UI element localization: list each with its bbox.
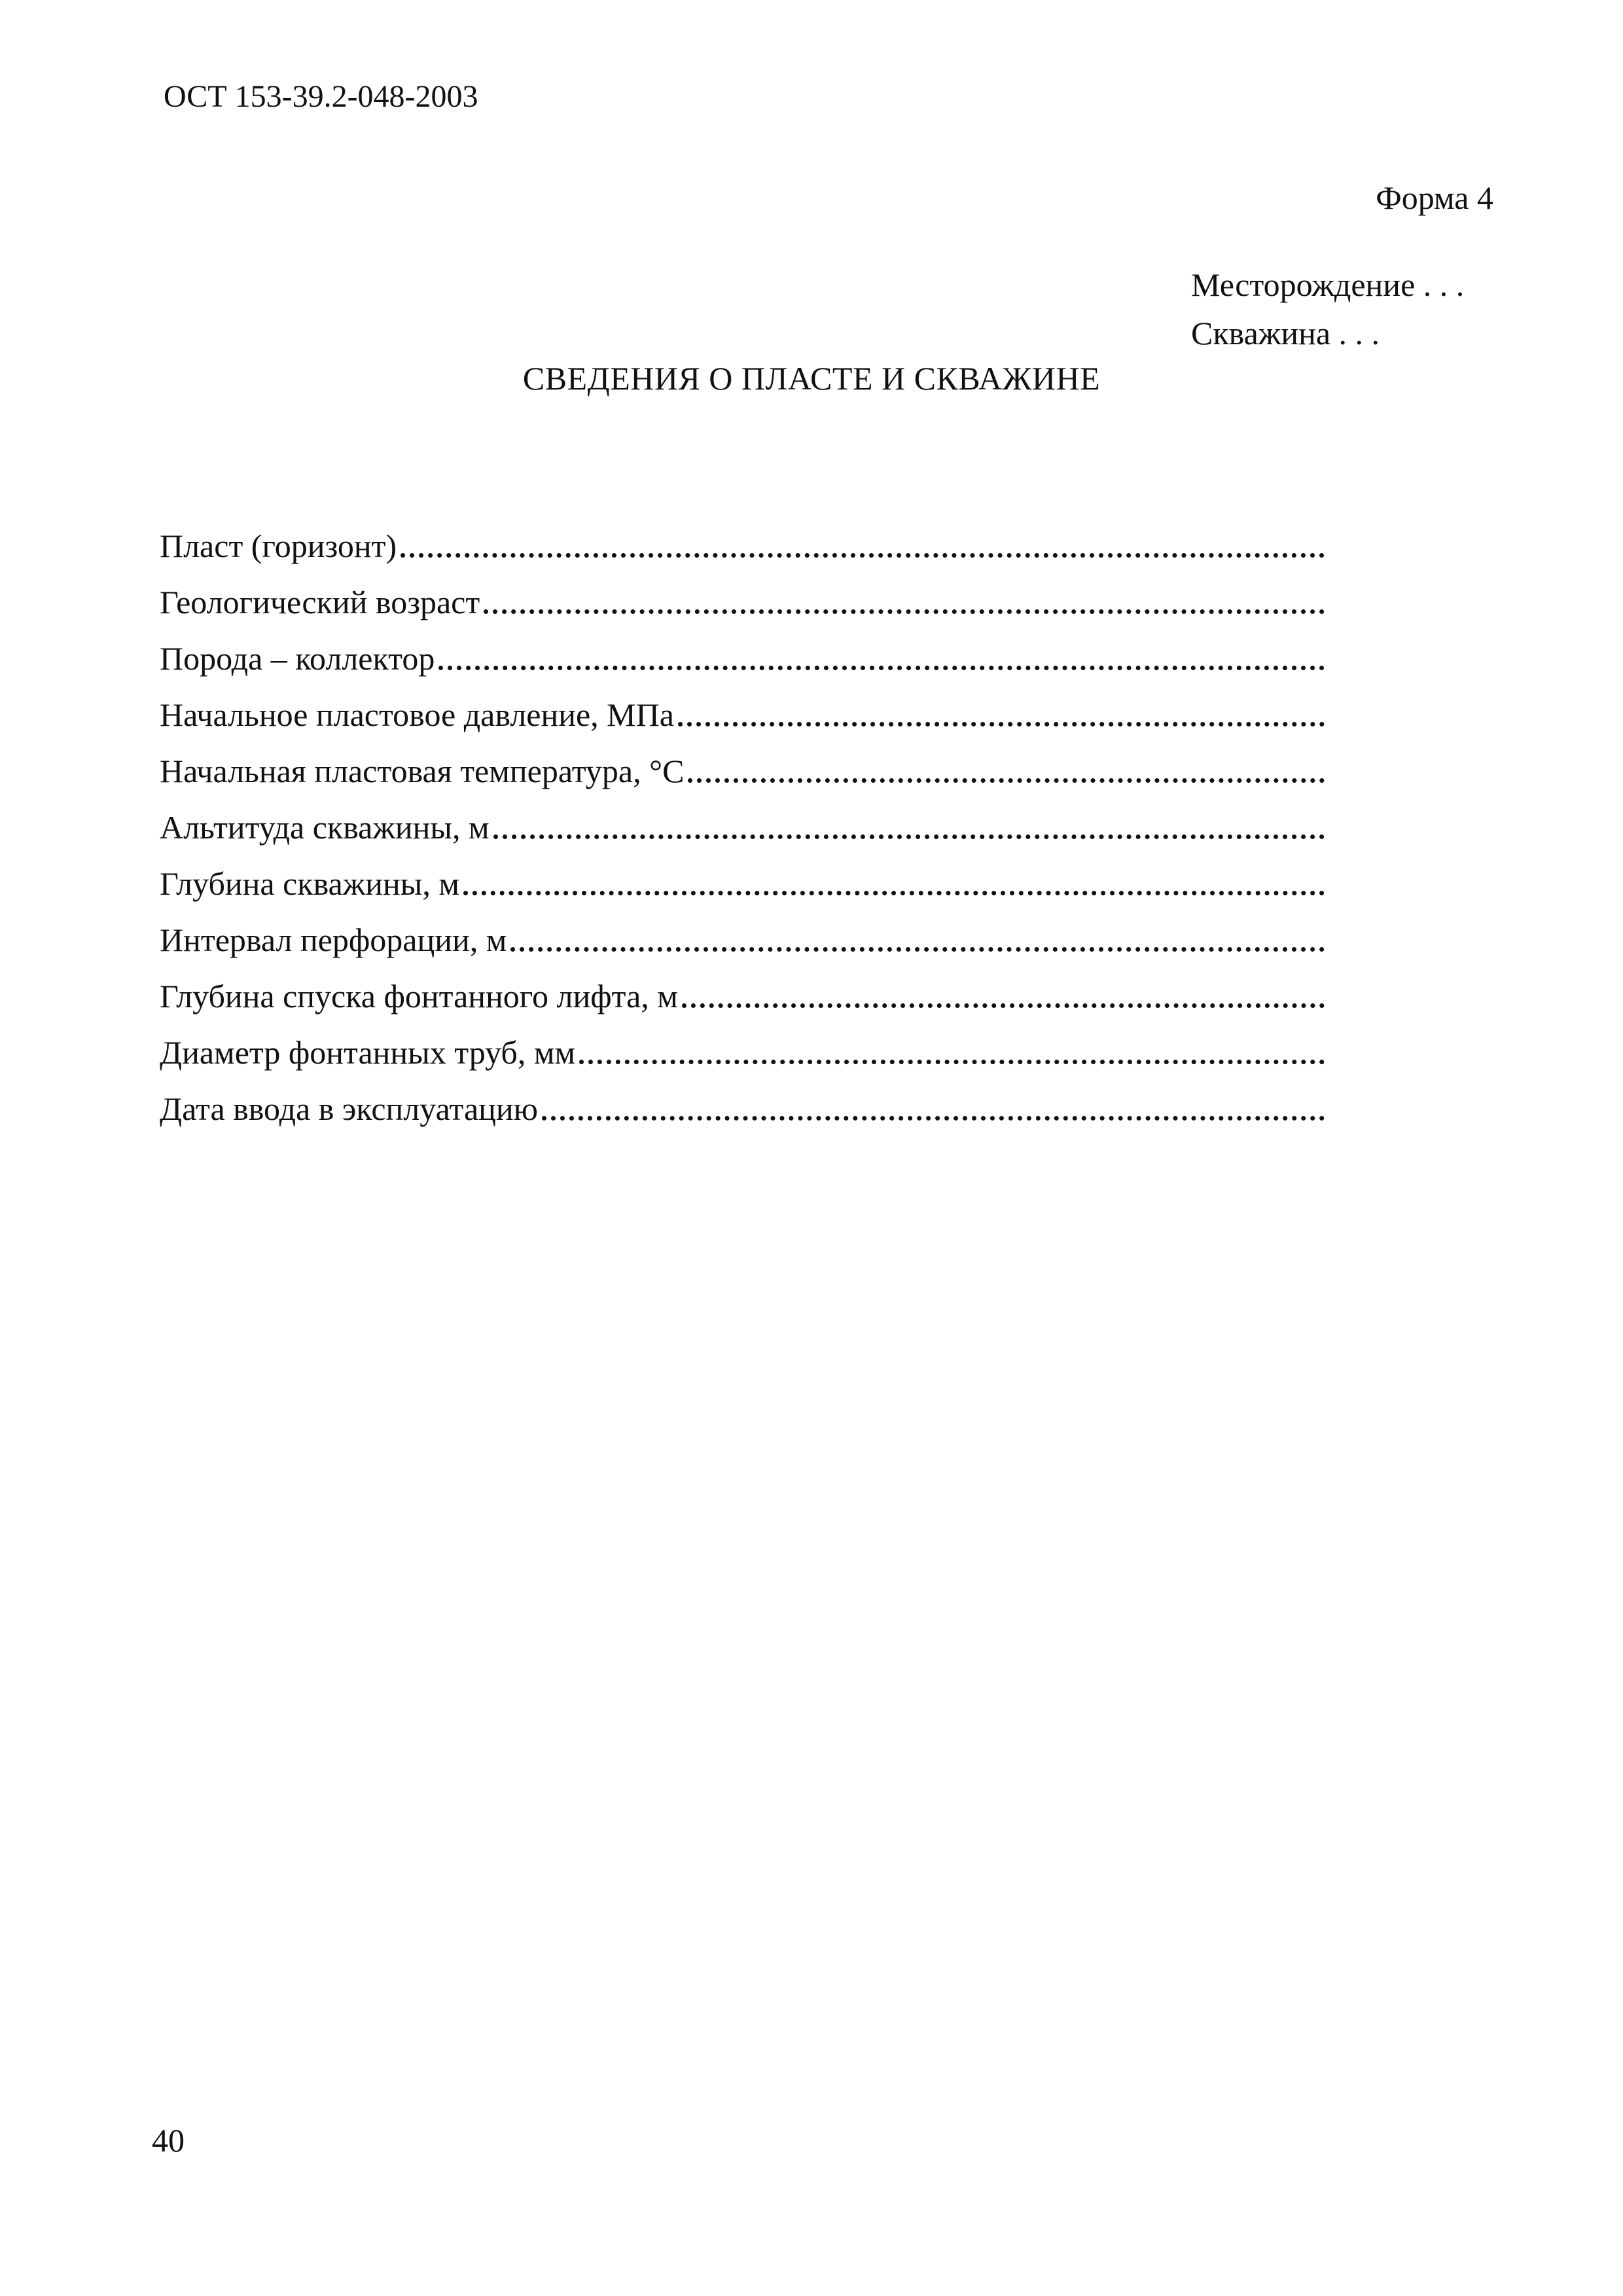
- dotted-leader: [401, 553, 1325, 558]
- field-label-commissioning-date: Дата ввода в эксплуатацию: [160, 1090, 539, 1127]
- field-well-block: [1191, 260, 1464, 357]
- oilfield-line: Месторождение . . .: [1191, 266, 1465, 303]
- well-line: Скважина . . .: [1191, 315, 1380, 351]
- field-row-well-depth: [160, 847, 1325, 903]
- form-label: Форма 4: [1376, 179, 1493, 216]
- page-number: 40: [152, 2122, 185, 2159]
- dotted-leader: [493, 834, 1325, 839]
- field-row-commissioning-date: [160, 1072, 1325, 1128]
- field-label-tubing-diameter: Диаметр фонтанных труб, мм: [160, 1034, 576, 1071]
- field-label-initial-temperature: Начальная пластовая температура, °С: [160, 753, 685, 789]
- field-row-perforation-interval: [160, 903, 1325, 960]
- field-row-formation: [160, 509, 1325, 565]
- field-label-perforation-interval: Интервал перфорации, м: [160, 922, 507, 958]
- field-label-lift-depth: Глубина спуска фонтанного лифта, м: [160, 978, 678, 1014]
- field-label-well-depth: Глубина скважины, м: [160, 865, 460, 902]
- dotted-leader: [579, 1060, 1325, 1064]
- page-title: СВЕДЕНИЯ О ПЛАСТЕ И СКВАЖИНЕ: [522, 360, 1101, 397]
- dotted-leader: [682, 1003, 1325, 1008]
- field-row-lift-depth: [160, 960, 1325, 1016]
- dotted-leader: [463, 891, 1325, 895]
- dotted-leader: [510, 947, 1325, 952]
- dotted-leader: [688, 778, 1325, 783]
- reservoir-well-fields: [160, 509, 1325, 1128]
- field-row-initial-temperature: [160, 734, 1325, 791]
- field-label-geological-age: Геологический возраст: [160, 584, 480, 620]
- field-row-geological-age: [160, 565, 1325, 622]
- field-row-reservoir-rock: [160, 622, 1325, 678]
- document-code: ОСТ 153-39.2-048-2003: [164, 79, 478, 114]
- dotted-leader: [484, 609, 1325, 614]
- field-label-well-altitude: Альтитуда скважины, м: [160, 809, 490, 846]
- dotted-leader: [542, 1116, 1325, 1121]
- field-label-initial-pressure: Начальное пластовое давление, МПа: [160, 696, 674, 733]
- field-row-well-altitude: [160, 791, 1325, 847]
- field-label-reservoir-rock: Порода – коллектор: [160, 640, 435, 677]
- field-row-initial-pressure: [160, 678, 1325, 734]
- dotted-leader: [678, 722, 1325, 726]
- dotted-leader: [438, 666, 1325, 670]
- field-label-formation: Пласт (горизонт): [160, 528, 397, 564]
- field-row-tubing-diameter: [160, 1016, 1325, 1072]
